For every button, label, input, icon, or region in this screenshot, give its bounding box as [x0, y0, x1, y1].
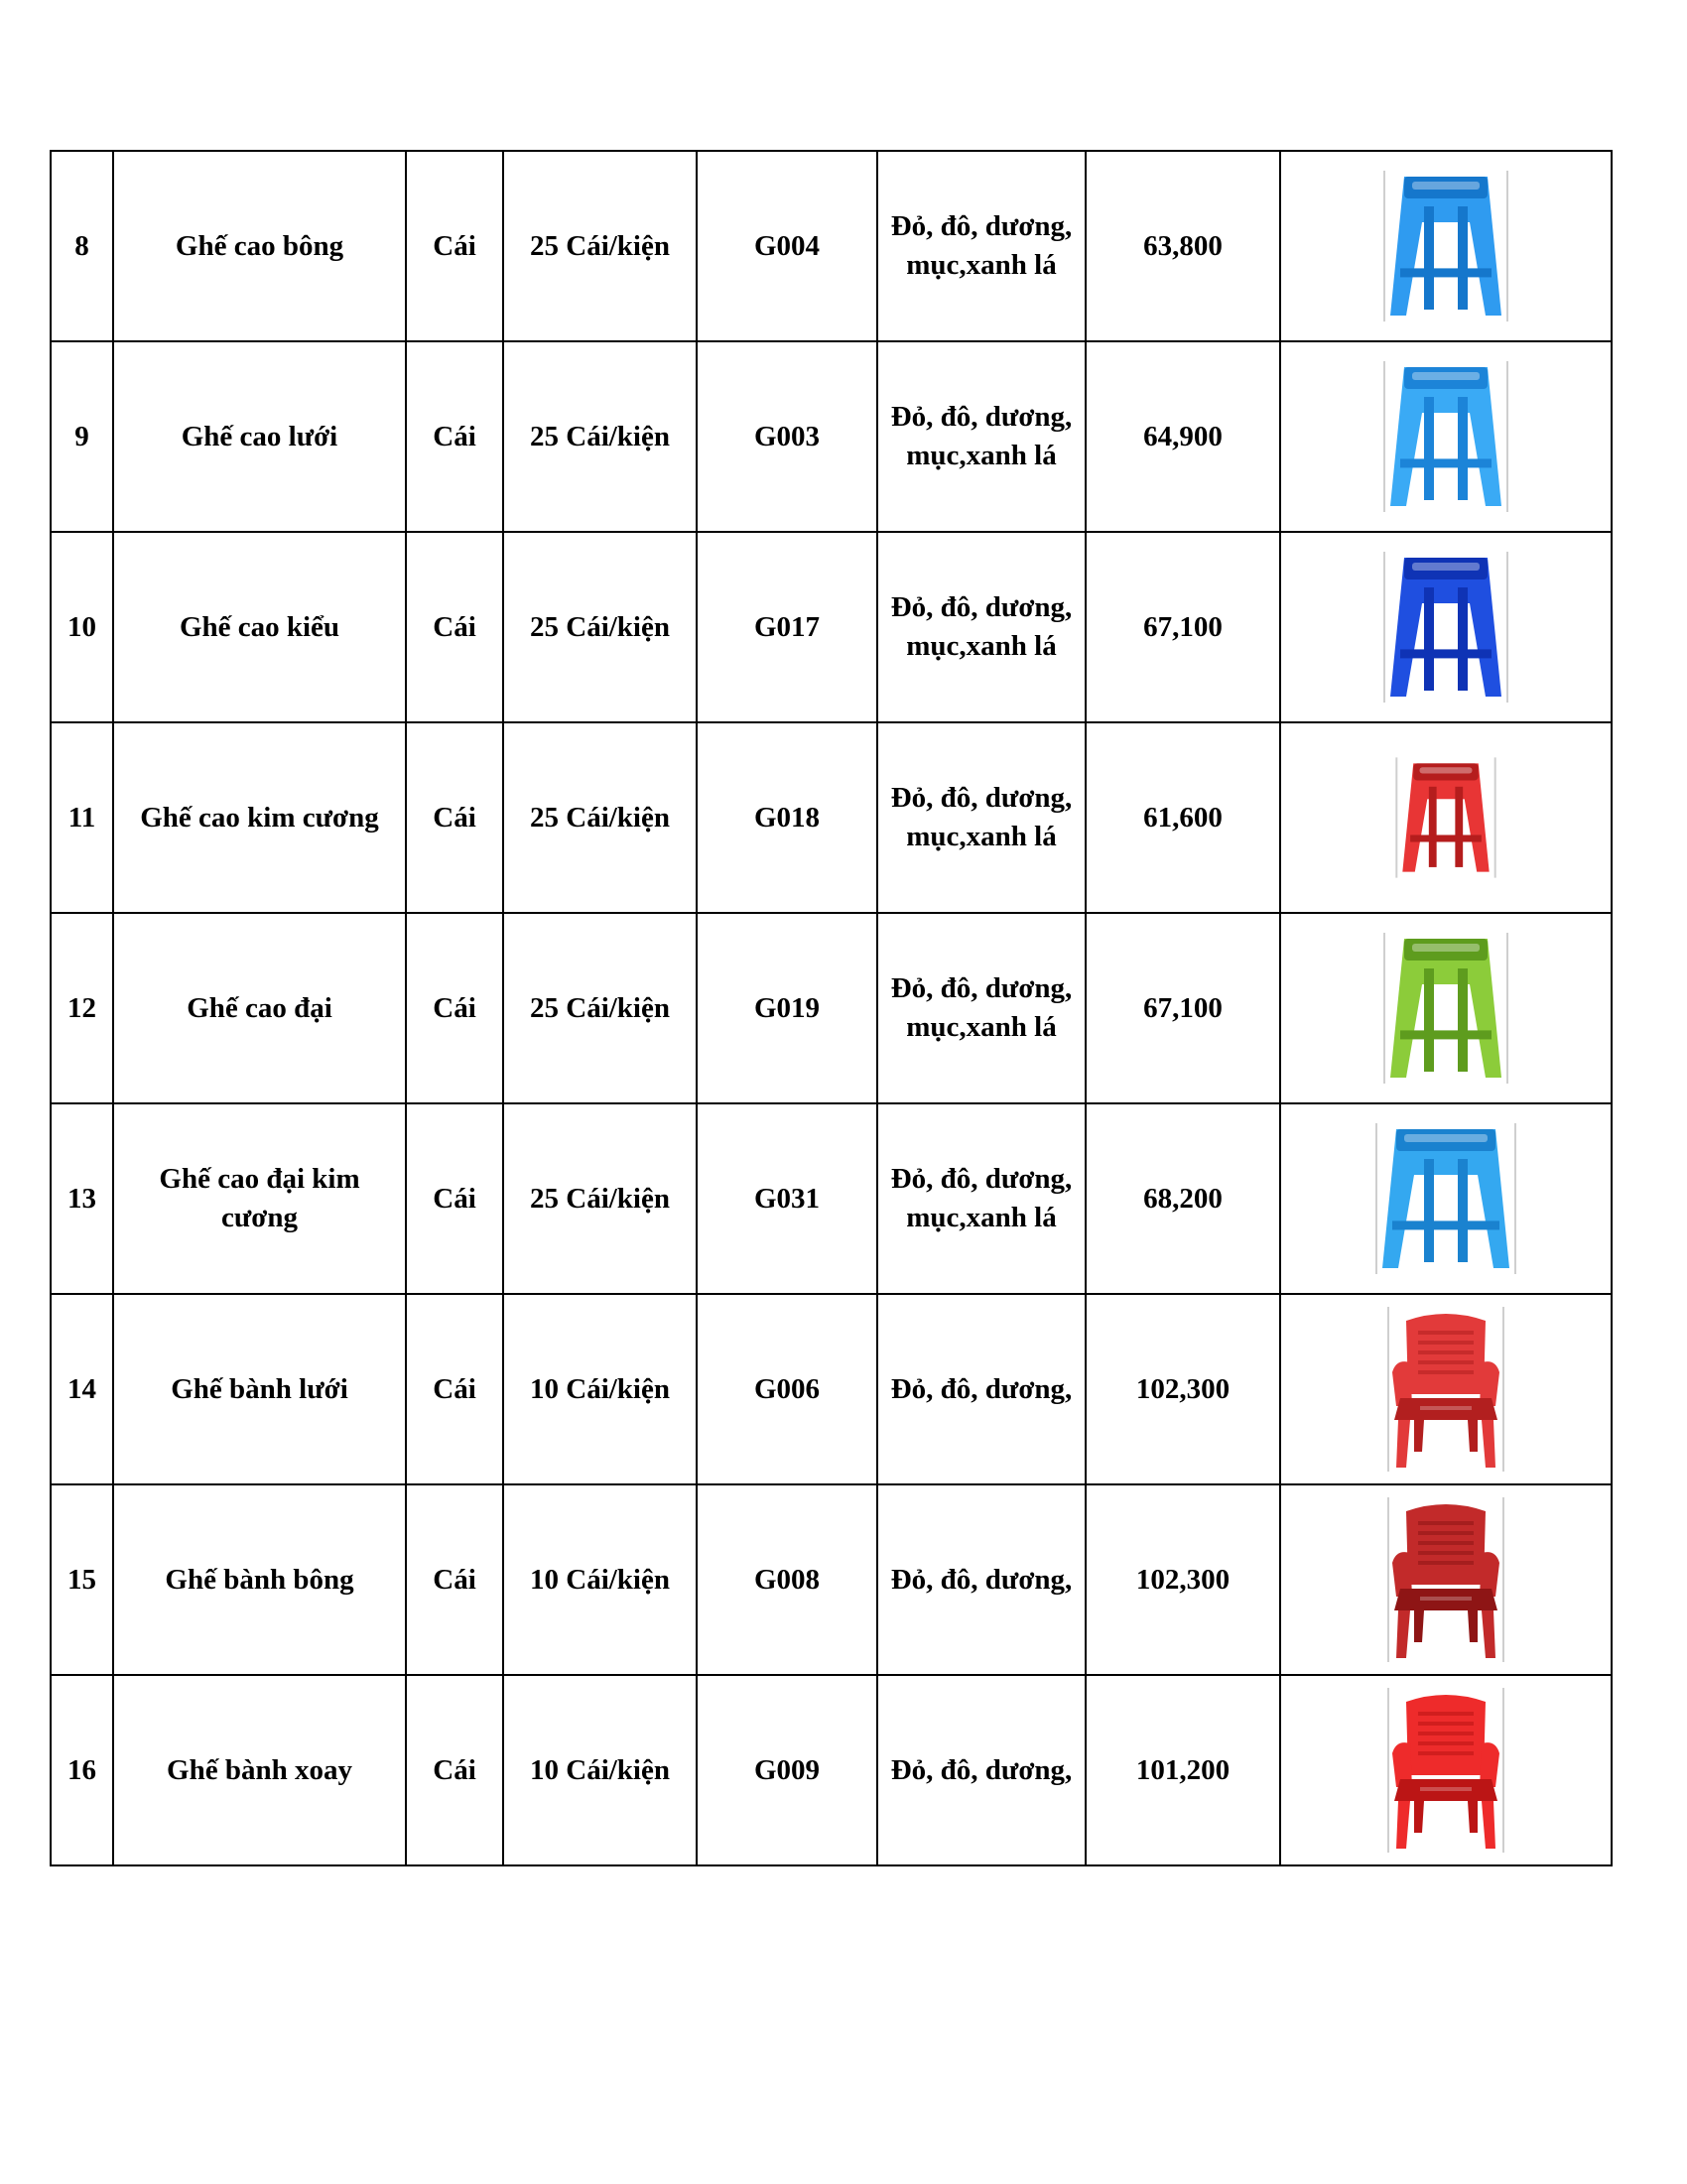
table-row: [51, 151, 1612, 341]
unit: Cái: [406, 532, 503, 722]
row-number: 9: [51, 341, 113, 532]
pack-size: 10 Cái/kiện: [503, 1484, 697, 1675]
available-colors: Đỏ, đô, dương,mục,xanh lá: [877, 532, 1086, 722]
row-number: 14: [51, 1294, 113, 1484]
available-colors: Đỏ, đô, dương,mục,xanh lá: [877, 913, 1086, 1103]
unit-price: 61,600: [1086, 722, 1280, 913]
table-row: [51, 532, 1612, 722]
row-number: 12: [51, 913, 113, 1103]
row-number: 16: [51, 1675, 113, 1865]
unit-price: 101,200: [1086, 1675, 1280, 1865]
product-name: Ghế cao bông: [113, 151, 406, 341]
armchair-icon: [1285, 1684, 1607, 1858]
available-colors: Đỏ, đô, dương,mục,xanh lá: [877, 722, 1086, 913]
product-image: [1280, 1294, 1612, 1484]
product-image: [1280, 532, 1612, 722]
available-colors: Đỏ, đô, dương,: [877, 1484, 1086, 1675]
product-code: G004: [697, 151, 877, 341]
product-name: Ghế cao đại: [113, 913, 406, 1103]
product-code: G031: [697, 1103, 877, 1294]
available-colors: Đỏ, đô, dương,mục,xanh lá: [877, 1103, 1086, 1294]
unit: Cái: [406, 1294, 503, 1484]
table-row: [51, 1294, 1612, 1484]
unit: Cái: [406, 722, 503, 913]
table-body: [51, 151, 1612, 1865]
table-row: [51, 913, 1612, 1103]
product-name: Ghế cao kiểu: [113, 532, 406, 722]
product-code: G009: [697, 1675, 877, 1865]
table-row: [51, 1484, 1612, 1675]
available-colors: Đỏ, đô, dương,mục,xanh lá: [877, 151, 1086, 341]
product-code: G003: [697, 341, 877, 532]
stool-icon: [1285, 1114, 1607, 1283]
armchair-icon: [1285, 1303, 1607, 1477]
stool-icon: [1285, 733, 1607, 902]
product-name: Ghế bành bông: [113, 1484, 406, 1675]
unit: Cái: [406, 1675, 503, 1865]
product-image: [1280, 722, 1612, 913]
unit-price: 67,100: [1086, 913, 1280, 1103]
pack-size: 10 Cái/kiện: [503, 1294, 697, 1484]
table-row: [51, 722, 1612, 913]
unit: Cái: [406, 913, 503, 1103]
product-image: [1280, 913, 1612, 1103]
product-image: [1280, 1103, 1612, 1294]
pack-size: 10 Cái/kiện: [503, 1675, 697, 1865]
unit: Cái: [406, 1484, 503, 1675]
armchair-icon: [1285, 1493, 1607, 1667]
product-code: G018: [697, 722, 877, 913]
product-price-table: [50, 150, 1613, 1866]
product-code: G006: [697, 1294, 877, 1484]
row-number: 11: [51, 722, 113, 913]
table-row: [51, 1675, 1612, 1865]
product-name: Ghế cao lưới: [113, 341, 406, 532]
product-name: Ghế cao kim cương: [113, 722, 406, 913]
stool-icon: [1285, 352, 1607, 521]
stool-icon: [1285, 162, 1607, 330]
unit-price: 63,800: [1086, 151, 1280, 341]
unit-price: 102,300: [1086, 1484, 1280, 1675]
pack-size: 25 Cái/kiện: [503, 151, 697, 341]
available-colors: Đỏ, đô, dương,mục,xanh lá: [877, 341, 1086, 532]
product-image: [1280, 341, 1612, 532]
table-row: [51, 341, 1612, 532]
row-number: 15: [51, 1484, 113, 1675]
product-code: G017: [697, 532, 877, 722]
pack-size: 25 Cái/kiện: [503, 341, 697, 532]
unit-price: 64,900: [1086, 341, 1280, 532]
product-name: Ghế bành lưới: [113, 1294, 406, 1484]
table-row: [51, 1103, 1612, 1294]
pack-size: 25 Cái/kiện: [503, 913, 697, 1103]
product-image: [1280, 1675, 1612, 1865]
unit: Cái: [406, 341, 503, 532]
available-colors: Đỏ, đô, dương,: [877, 1294, 1086, 1484]
row-number: 10: [51, 532, 113, 722]
product-code: G019: [697, 913, 877, 1103]
product-name: Ghế bành xoay: [113, 1675, 406, 1865]
row-number: 13: [51, 1103, 113, 1294]
pack-size: 25 Cái/kiện: [503, 722, 697, 913]
unit-price: 102,300: [1086, 1294, 1280, 1484]
unit-price: 67,100: [1086, 532, 1280, 722]
product-name: Ghế cao đại kim cương: [113, 1103, 406, 1294]
row-number: 8: [51, 151, 113, 341]
product-image: [1280, 151, 1612, 341]
available-colors: Đỏ, đô, dương,: [877, 1675, 1086, 1865]
unit: Cái: [406, 1103, 503, 1294]
pack-size: 25 Cái/kiện: [503, 1103, 697, 1294]
product-code: G008: [697, 1484, 877, 1675]
unit: Cái: [406, 151, 503, 341]
stool-icon: [1285, 543, 1607, 711]
pack-size: 25 Cái/kiện: [503, 532, 697, 722]
unit-price: 68,200: [1086, 1103, 1280, 1294]
product-image: [1280, 1484, 1612, 1675]
stool-icon: [1285, 924, 1607, 1092]
